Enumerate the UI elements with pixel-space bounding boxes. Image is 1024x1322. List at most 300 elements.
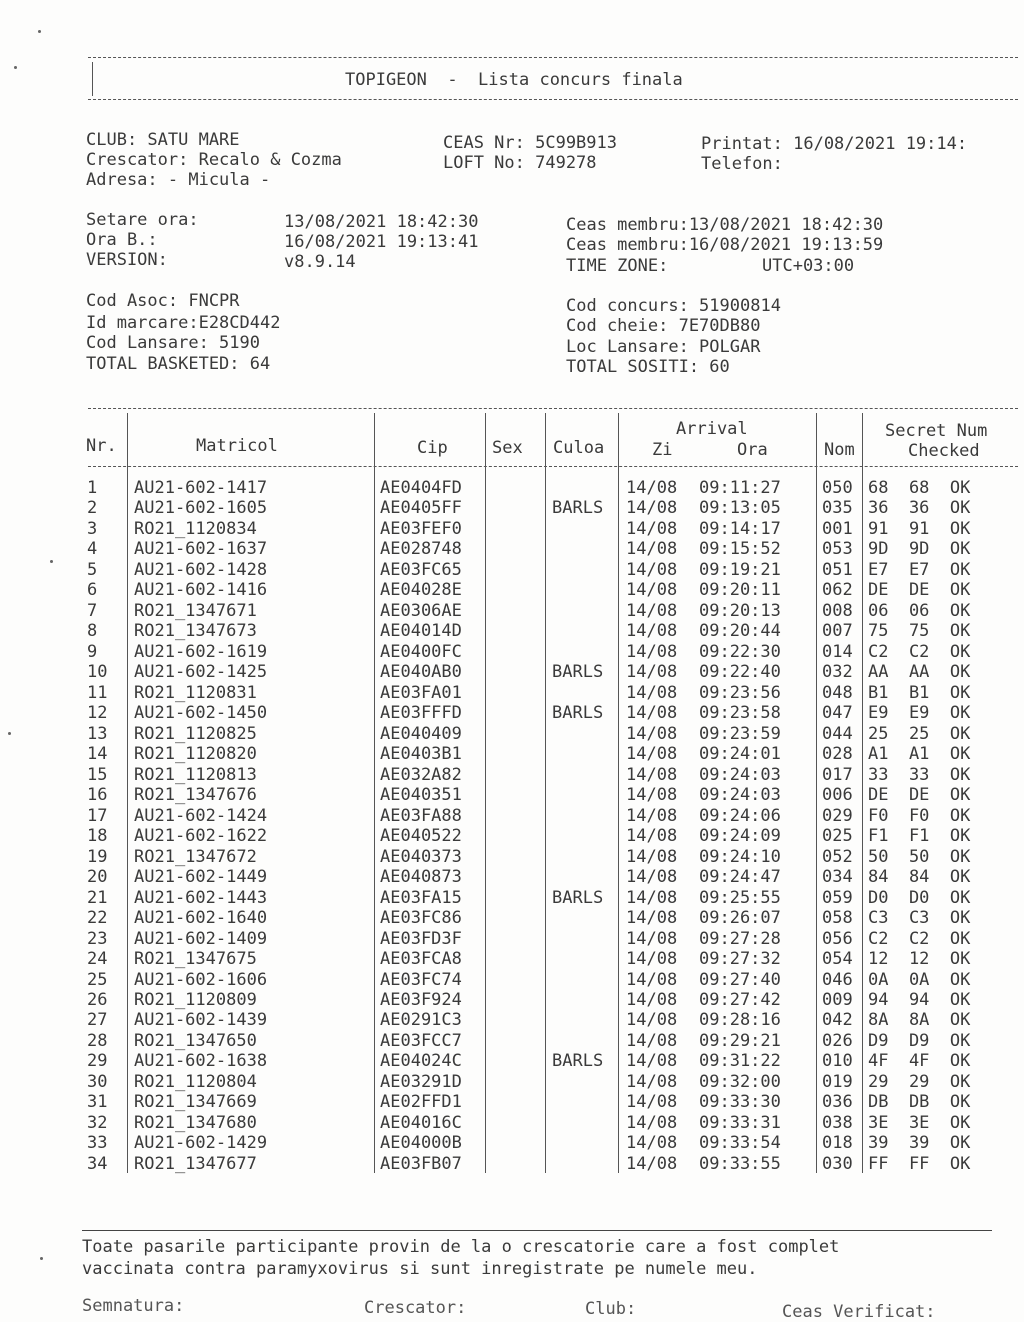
row-nr: 12: [87, 703, 108, 724]
row-ora: 09:22:30: [699, 641, 781, 662]
row-ora: 09:25:55: [699, 887, 781, 908]
row-cip: AE0291C3: [380, 1010, 462, 1031]
row-matricol: RO21_1120820: [134, 744, 257, 765]
row-zi: 14/08: [626, 498, 678, 519]
row-matricol: AU21-602-1409: [134, 928, 268, 949]
table-row: [0, 580, 1024, 600]
table-row: [0, 1051, 1024, 1071]
col-header-checked: Checked: [908, 441, 980, 461]
row-secret-checked: D0 D0 OK: [868, 887, 971, 908]
row-secret-checked: DB DB OK: [868, 1092, 971, 1113]
row-cip: AE040351: [380, 785, 462, 806]
row-nom: 001: [822, 518, 853, 539]
col-header-cip: Cip: [417, 438, 448, 458]
scan-speck: [50, 560, 53, 563]
row-cip: AE03FD3F: [380, 928, 462, 949]
table-row: [0, 847, 1024, 867]
row-nom: 038: [822, 1112, 853, 1133]
row-matricol: AU21-602-1416: [134, 580, 268, 601]
row-nom: 014: [822, 641, 853, 662]
row-secret-checked: 9D 9D OK: [868, 539, 971, 560]
scan-speck: [14, 66, 17, 69]
row-zi: 14/08: [626, 621, 678, 642]
version-value: v8.9.14: [284, 252, 356, 272]
adresa-label: Adresa: - Micula -: [86, 170, 271, 190]
row-matricol: RO21_1347673: [134, 621, 257, 642]
row-matricol: AU21-602-1450: [134, 703, 268, 724]
row-cip: AE040522: [380, 826, 462, 847]
row-zi: 14/08: [626, 1071, 678, 1092]
row-nr: 27: [87, 1010, 108, 1031]
ora-b-label: Ora B.:: [86, 230, 158, 250]
row-nr: 28: [87, 1030, 108, 1051]
table-row: [0, 929, 1024, 949]
row-ora: 09:27:40: [699, 969, 781, 990]
row-nom: 044: [822, 723, 853, 744]
row-nom: 028: [822, 744, 853, 765]
crescator-signature-label: Crescator:: [364, 1298, 467, 1318]
row-ora: 09:27:32: [699, 949, 781, 970]
row-matricol: AU21-602-1640: [134, 908, 268, 929]
row-nr: 24: [87, 949, 108, 970]
table-header-top-rule: [88, 408, 1018, 409]
cod-lansare: Cod Lansare: 5190: [86, 333, 260, 353]
row-ora: 09:24:01: [699, 744, 781, 765]
row-zi: 14/08: [626, 744, 678, 765]
footer-statement-line1: Toate pasarile participante provin de la o crescatorie care a fost complet: [82, 1237, 840, 1257]
row-secret-checked: 3E 3E OK: [868, 1112, 971, 1133]
crescator-label: Crescator: Recalo & Cozma: [86, 150, 342, 170]
table-row: [0, 765, 1024, 785]
row-zi: 14/08: [626, 990, 678, 1010]
row-secret-checked: A1 A1 OK: [868, 744, 971, 765]
row-cip: AE0400FC: [380, 641, 462, 662]
row-nom: 052: [822, 846, 853, 867]
row-secret-checked: 36 36 OK: [868, 498, 971, 519]
row-matricol: RO21_1120834: [134, 518, 257, 539]
telefon: Telefon:: [701, 154, 783, 174]
row-nom: 036: [822, 1092, 853, 1113]
table-row: [0, 949, 1024, 969]
row-cip: AE03FCA8: [380, 949, 462, 970]
row-zi: 14/08: [626, 539, 678, 560]
row-nr: 10: [87, 662, 108, 683]
row-zi: 14/08: [626, 785, 678, 806]
row-nom: 051: [822, 559, 853, 580]
row-cip: AE04016C: [380, 1112, 462, 1133]
row-matricol: AU21-602-1606: [134, 969, 268, 990]
row-cip: AE0403B1: [380, 744, 462, 765]
row-secret-checked: F1 F1 OK: [868, 826, 971, 847]
row-cip: AE04024C: [380, 1051, 462, 1072]
row-nom: 029: [822, 805, 853, 826]
row-secret-checked: 94 94 OK: [868, 990, 971, 1010]
row-nom: 017: [822, 764, 853, 785]
row-nom: 053: [822, 539, 853, 560]
row-matricol: RO21_1347680: [134, 1112, 257, 1133]
row-matricol: AU21-602-1443: [134, 887, 268, 908]
row-cip: AE03FA88: [380, 805, 462, 826]
loc-lansare: Loc Lansare: POLGAR: [566, 337, 761, 357]
title-top-rule: [88, 57, 1018, 58]
row-nom: 058: [822, 908, 853, 929]
row-nom: 006: [822, 785, 853, 806]
row-nr: 20: [87, 867, 108, 888]
table-row: [0, 1092, 1024, 1112]
table-row: [0, 990, 1024, 1010]
cod-asoc: Cod Asoc: FNCPR: [86, 291, 240, 311]
row-ora: 09:27:42: [699, 990, 781, 1010]
row-matricol: AU21-602-1605: [134, 498, 268, 519]
row-nom: 010: [822, 1051, 853, 1072]
row-nr: 17: [87, 805, 108, 826]
row-secret-checked: B1 B1 OK: [868, 682, 971, 703]
row-matricol: AU21-602-1417: [134, 478, 268, 498]
total-basketed: TOTAL BASKETED: 64: [86, 354, 271, 374]
row-secret-checked: AA AA OK: [868, 662, 971, 683]
col-header-secret-num: Secret Num: [885, 421, 988, 441]
row-nom: 062: [822, 580, 853, 601]
table-row: [0, 785, 1024, 805]
row-matricol: RO21_1347671: [134, 600, 257, 621]
row-nom: 025: [822, 826, 853, 847]
row-cip: AE03FB07: [380, 1153, 462, 1174]
row-nr: 8: [87, 621, 98, 642]
row-matricol: RO21_1347676: [134, 785, 257, 806]
row-nr: 29: [87, 1051, 108, 1072]
row-cip: AE03FC65: [380, 559, 462, 580]
table-row: [0, 1010, 1024, 1030]
row-nr: 2: [87, 498, 98, 519]
row-nom: 009: [822, 990, 853, 1010]
row-secret-checked: 33 33 OK: [868, 764, 971, 785]
row-secret-checked: C3 C3 OK: [868, 908, 971, 929]
row-matricol: AU21-602-1439: [134, 1010, 268, 1031]
row-nom: 034: [822, 867, 853, 888]
row-nr: 15: [87, 764, 108, 785]
row-matricol: AU21-602-1449: [134, 867, 268, 888]
loft-no: LOFT No: 749278: [443, 153, 597, 173]
row-nom: 019: [822, 1071, 853, 1092]
col-header-ora: Ora: [737, 440, 768, 460]
row-zi: 14/08: [626, 969, 678, 990]
row-zi: 14/08: [626, 826, 678, 847]
row-matricol: AU21-602-1424: [134, 805, 268, 826]
row-cip: AE032A82: [380, 764, 462, 785]
signature-label: Semnatura:: [82, 1296, 185, 1316]
scan-speck: [40, 1257, 43, 1260]
row-zi: 14/08: [626, 805, 678, 826]
row-zi: 14/08: [626, 764, 678, 785]
table-row: [0, 703, 1024, 723]
row-nr: 22: [87, 908, 108, 929]
row-culoa: BARLS: [552, 1051, 604, 1072]
row-nr: 34: [87, 1153, 108, 1174]
row-nr: 16: [87, 785, 108, 806]
row-ora: 09:11:27: [699, 478, 781, 498]
row-nr: 9: [87, 641, 98, 662]
col-header-nr: Nr.: [86, 436, 117, 456]
title-left-rule: [92, 62, 93, 96]
row-ora: 09:33:55: [699, 1153, 781, 1174]
time-zone-label: TIME ZONE:: [566, 256, 669, 276]
row-matricol: RO21_1347669: [134, 1092, 257, 1113]
row-cip: AE028748: [380, 539, 462, 560]
row-cip: AE0405FF: [380, 498, 462, 519]
row-secret-checked: FF FF OK: [868, 1153, 971, 1174]
row-secret-checked: 84 84 OK: [868, 867, 971, 888]
row-zi: 14/08: [626, 600, 678, 621]
row-ora: 09:24:03: [699, 785, 781, 806]
row-secret-checked: 0A 0A OK: [868, 969, 971, 990]
col-header-zi: Zi: [652, 440, 673, 460]
setare-ora-label: Setare ora:: [86, 210, 199, 230]
scan-speck: [8, 732, 11, 735]
row-secret-checked: 91 91 OK: [868, 518, 971, 539]
row-nr: 11: [87, 682, 108, 703]
table-row: [0, 642, 1024, 662]
row-ora: 09:24:47: [699, 867, 781, 888]
row-zi: 14/08: [626, 1153, 678, 1174]
row-nom: 047: [822, 703, 853, 724]
club-signature-label: Club:: [585, 1299, 637, 1319]
row-nr: 13: [87, 723, 108, 744]
row-nr: 23: [87, 928, 108, 949]
row-culoa: BARLS: [552, 887, 604, 908]
col-header-nom: Nom: [824, 440, 855, 460]
setare-ora-value: 13/08/2021 18:42:30: [284, 212, 479, 232]
table-row: [0, 1154, 1024, 1174]
row-zi: 14/08: [626, 908, 678, 929]
row-matricol: AU21-602-1428: [134, 559, 268, 580]
row-ora: 09:19:21: [699, 559, 781, 580]
id-marcare: Id marcare:E28CD442: [86, 313, 281, 333]
row-matricol: AU21-602-1637: [134, 539, 268, 560]
row-zi: 14/08: [626, 682, 678, 703]
row-nr: 5: [87, 559, 98, 580]
table-row: [0, 662, 1024, 682]
row-nr: 21: [87, 887, 108, 908]
footer-statement-line2: vaccinata contra paramyxovirus si sunt inregistrate pe numele meu.: [82, 1259, 758, 1279]
row-cip: AE03FA01: [380, 682, 462, 703]
table-header-bottom-rule: [88, 466, 1018, 467]
ora-b-value: 16/08/2021 19:13:41: [284, 232, 479, 252]
row-cip: AE03FEF0: [380, 518, 462, 539]
row-ora: 09:24:10: [699, 846, 781, 867]
row-cip: AE04028E: [380, 580, 462, 601]
row-ora: 09:14:17: [699, 518, 781, 539]
row-cip: AE040AB0: [380, 662, 462, 683]
table-row: [0, 908, 1024, 928]
row-secret-checked: C2 C2 OK: [868, 928, 971, 949]
row-matricol: RO21_1347675: [134, 949, 257, 970]
col-header-arrival: Arrival: [676, 419, 748, 439]
row-ora: 09:31:22: [699, 1051, 781, 1072]
row-secret-checked: 25 25 OK: [868, 723, 971, 744]
row-cip: AE0404FD: [380, 478, 462, 498]
version-label: VERSION:: [86, 250, 168, 270]
row-ora: 09:27:28: [699, 928, 781, 949]
row-ora: 09:24:03: [699, 764, 781, 785]
row-nom: 050: [822, 478, 853, 498]
table-row: [0, 806, 1024, 826]
row-nr: 19: [87, 846, 108, 867]
row-culoa: BARLS: [552, 498, 604, 519]
row-cip: AE02FFD1: [380, 1092, 462, 1113]
row-zi: 14/08: [626, 928, 678, 949]
row-cip: AE04014D: [380, 621, 462, 642]
row-cip: AE03FCC7: [380, 1030, 462, 1051]
table-row: [0, 867, 1024, 887]
row-secret-checked: 50 50 OK: [868, 846, 971, 867]
row-ora: 09:22:40: [699, 662, 781, 683]
row-cip: AE04000B: [380, 1133, 462, 1154]
row-nr: 7: [87, 600, 98, 621]
table-row: [0, 888, 1024, 908]
row-nom: 018: [822, 1133, 853, 1154]
row-ora: 09:24:09: [699, 826, 781, 847]
row-nr: 1: [87, 478, 98, 498]
row-zi: 14/08: [626, 1092, 678, 1113]
ceas-membru-1: Ceas membru:13/08/2021 18:42:30: [566, 215, 884, 235]
row-nr: 26: [87, 990, 108, 1010]
row-zi: 14/08: [626, 478, 678, 498]
row-cip: AE0306AE: [380, 600, 462, 621]
row-matricol: RO21_1120804: [134, 1071, 257, 1092]
row-ora: 09:15:52: [699, 539, 781, 560]
row-ora: 09:20:44: [699, 621, 781, 642]
row-secret-checked: E9 E9 OK: [868, 703, 971, 724]
row-cip: AE03FFFD: [380, 703, 462, 724]
row-nom: 059: [822, 887, 853, 908]
row-secret-checked: 06 06 OK: [868, 600, 971, 621]
row-secret-checked: 75 75 OK: [868, 621, 971, 642]
row-zi: 14/08: [626, 559, 678, 580]
scan-speck: [38, 30, 41, 33]
row-nom: 048: [822, 682, 853, 703]
row-nr: 25: [87, 969, 108, 990]
row-secret-checked: 29 29 OK: [868, 1071, 971, 1092]
row-cip: AE03291D: [380, 1071, 462, 1092]
title-bottom-rule: [88, 99, 1018, 100]
row-ora: 09:33:54: [699, 1133, 781, 1154]
row-nom: 032: [822, 662, 853, 683]
row-matricol: AU21-602-1622: [134, 826, 268, 847]
row-nom: 026: [822, 1030, 853, 1051]
row-secret-checked: DE DE OK: [868, 580, 971, 601]
row-zi: 14/08: [626, 662, 678, 683]
row-nom: 007: [822, 621, 853, 642]
row-ora: 09:23:59: [699, 723, 781, 744]
row-zi: 14/08: [626, 887, 678, 908]
row-secret-checked: 8A 8A OK: [868, 1010, 971, 1031]
table-row: [0, 621, 1024, 641]
document-title: TOPIGEON - Lista concurs finala: [345, 70, 683, 90]
row-nr: 4: [87, 539, 98, 560]
row-nom: 030: [822, 1153, 853, 1174]
row-matricol: RO21_1120831: [134, 682, 257, 703]
row-zi: 14/08: [626, 846, 678, 867]
row-zi: 14/08: [626, 641, 678, 662]
row-nom: 035: [822, 498, 853, 519]
row-zi: 14/08: [626, 703, 678, 724]
row-nr: 32: [87, 1112, 108, 1133]
row-cip: AE040873: [380, 867, 462, 888]
table-row: [0, 601, 1024, 621]
cod-cheie: Cod cheie: 7E70DB80: [566, 316, 761, 336]
row-ora: 09:26:07: [699, 908, 781, 929]
row-secret-checked: 12 12 OK: [868, 949, 971, 970]
printat: Printat: 16/08/2021 19:14:: [701, 134, 968, 154]
row-ora: 09:24:06: [699, 805, 781, 826]
footer-rule: [82, 1230, 992, 1231]
row-zi: 14/08: [626, 1030, 678, 1051]
row-nr: 30: [87, 1071, 108, 1092]
row-secret-checked: DE DE OK: [868, 785, 971, 806]
row-zi: 14/08: [626, 1010, 678, 1031]
col-header-matricol: Matricol: [196, 436, 278, 456]
row-secret-checked: E7 E7 OK: [868, 559, 971, 580]
table-row: [0, 560, 1024, 580]
row-zi: 14/08: [626, 1133, 678, 1154]
row-zi: 14/08: [626, 1112, 678, 1133]
time-zone-value: UTC+03:00: [762, 256, 855, 276]
row-cip: AE03FC74: [380, 969, 462, 990]
table-row: [0, 1133, 1024, 1153]
row-zi: 14/08: [626, 518, 678, 539]
row-nr: 18: [87, 826, 108, 847]
row-matricol: RO21_1120813: [134, 764, 257, 785]
row-ora: 09:23:56: [699, 682, 781, 703]
table-row: [0, 826, 1024, 846]
club-label: CLUB: SATU MARE: [86, 130, 240, 150]
table-row: [0, 539, 1024, 559]
total-sositi: TOTAL SOSITI: 60: [566, 357, 730, 377]
row-zi: 14/08: [626, 723, 678, 744]
row-secret-checked: F0 F0 OK: [868, 805, 971, 826]
table-row: [0, 683, 1024, 703]
row-secret-checked: 68 68 OK: [868, 478, 971, 498]
row-matricol: AU21-602-1429: [134, 1133, 268, 1154]
ceas-verificat-label: Ceas Verificat:: [782, 1302, 936, 1322]
row-ora: 09:13:05: [699, 498, 781, 519]
cod-concurs: Cod concurs: 51900814: [566, 296, 781, 316]
row-ora: 09:20:13: [699, 600, 781, 621]
row-nr: 6: [87, 580, 98, 601]
row-secret-checked: C2 C2 OK: [868, 641, 971, 662]
col-header-culoa: Culoa: [553, 438, 605, 458]
table-row: [0, 1031, 1024, 1051]
row-nom: 054: [822, 949, 853, 970]
row-culoa: BARLS: [552, 703, 604, 724]
table-row: [0, 1113, 1024, 1133]
table-row: [0, 724, 1024, 744]
row-secret-checked: D9 D9 OK: [868, 1030, 971, 1051]
row-ora: 09:33:31: [699, 1112, 781, 1133]
row-nr: 3: [87, 518, 98, 539]
row-culoa: BARLS: [552, 662, 604, 683]
row-matricol: AU21-602-1619: [134, 641, 268, 662]
row-matricol: AU21-602-1638: [134, 1051, 268, 1072]
row-zi: 14/08: [626, 580, 678, 601]
row-cip: AE03F924: [380, 990, 462, 1010]
row-cip: AE03FA15: [380, 887, 462, 908]
row-nom: 008: [822, 600, 853, 621]
row-matricol: AU21-602-1425: [134, 662, 268, 683]
table-row: [0, 1072, 1024, 1092]
row-ora: 09:23:58: [699, 703, 781, 724]
table-row: [0, 478, 1024, 498]
